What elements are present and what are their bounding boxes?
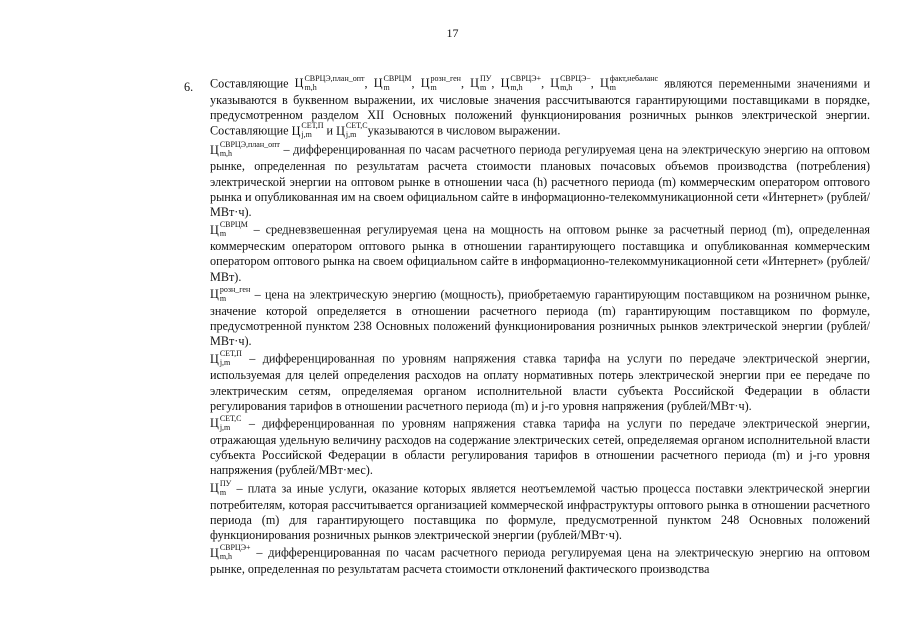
definition-text: – цена на электрическую энергию (мощность), приобретаемую гарантирующим поставщиком на розничном рынке, значение которой определяется в отношении расчетного периода (m) гарантирующим поставщиком по формуле, предусмотренной пунктом 238 Основных положений функционирования розничных рынков электрической энергии (рублей/МВт·ч).	[210, 287, 870, 349]
definition-symbol: Ц СВРЦЭ+ m,h	[210, 543, 251, 562]
symbol-svrce-minus: Ц СВРЦЭ− m,h	[550, 74, 591, 92]
page-number: 17	[446, 26, 459, 40]
symbol-rozn-gen: Ц розн_ген m	[420, 74, 461, 92]
definition-text: – дифференцированная по уровням напряжения ставка тарифа на услуги по передаче электрической энергии, используемая для целей определения расходов на оплату нормативных потерь электрической энергии при ее передаче по электрическим сетям, определяемая органом исполнительной власти субъекта Российской Федерации в области регулирования тарифов в отношении расчетного периода (m) и j-го уровня напряжения (рублей/МВт·ч).	[210, 351, 870, 413]
definition-svrce-plan-opt	[210, 142, 870, 220]
intro-text-end: указываются в числовом выражении.	[367, 123, 561, 138]
symbol-svrcm: Ц СВРЦМ m	[373, 74, 412, 92]
symbol-pu: Ц ПУ m	[470, 74, 492, 92]
definition-svrcm	[210, 222, 870, 285]
symbol-fakt-nebalans: Ц факт,небаланс m	[599, 74, 659, 92]
document-body	[210, 76, 870, 577]
definition-symbol: Ц ПУ m	[210, 478, 232, 497]
definition-rozn-gen	[210, 284, 870, 350]
definition-svrce-plus	[210, 545, 870, 577]
definition-symbol: Ц СВРЦЭ,план_опт m,h	[210, 140, 280, 159]
definition-text: – дифференцированная по часам расчетного периода регулируемая цена на электрическую энергию на оптовом рынке, определенная по результатам расчета стоимости плановых почасовых объемов производства (потребления) электрической энергии на оптовом рынке в отношении часа (h) расчетного периода (m) коммерческим оператором оптового рынка и опубликованная им на своем официальном сайте в информационно-телекоммуникационной сети «Интернет» (рублей/МВт·ч).	[210, 142, 870, 220]
definition-set-s	[210, 416, 870, 479]
definition-text: – средневзвешенная регулируемая цена на мощность на оптовом рынке за расчетный период (m), определенная коммерческим оператором оптового рынка в отношении гарантирующего поставщика и опубликованная коммерческим оператором оптового рынка на своем официальном сайте в информационно-телекоммуникационной сети «Интернет» (рублей/МВт).	[210, 222, 870, 284]
symbol-set-s: Ц СЕТ,С j,m	[336, 121, 368, 140]
definition-symbol: Ц СЕТ,С j,m	[210, 414, 242, 433]
intro-text-main: являются переменными значениями и указываются в буквенном выражении, их числовые значения рассчитываются гарантирующими поставщиками в порядке, предусмотренном разделом XII Основных положений функционирования розничных рынков электрической энергии. Составляющие	[210, 76, 871, 138]
item-number: 6.	[184, 80, 194, 94]
symbol-svrce-plan-opt: Ц СВРЦЭ,план_опт m,h	[294, 74, 365, 92]
definition-text: – дифференцированная по уровням напряжения ставка тарифа на услуги по передаче электрической энергии, отражающая удельную величину расходов на содержание электрических сетей, определяемая органом исполнительной власти субъекта Российской Федерации в области регулирования тарифов в отношении расчетного периода (m) и j-го уровня напряжения (рублей/МВт·мес).	[210, 416, 871, 478]
definition-symbol: Ц СЕТ,П j,m	[210, 349, 242, 368]
intro-paragraph: Составляющие Ц СВРЦЭ,план_опт m,h , Ц СВРЦМ m , Ц розн_ген m , Ц ПУ m , Ц СВРЦЭ+ m,h , Ц СВРЦЭ− m,h , Ц факт,небаланс m являются переменными значениями и указываются в буквенном выражении, их числовые значения рассчитываются гарантирующими поставщиками в порядке, предусмотренном разделом XII Основных положений функционирования розничных рынков электрической энергии. Составляющие Ц СЕТ,П j,m и Ц СЕТ,С j,m указываются в числовом выражении.	[210, 74, 871, 140]
definition-text: – дифференцированная по часам расчетного периода регулируемая цена на электрическую энергию на оптовом рынке, определенная по результатам расчета стоимости отклонений фактического производства	[210, 545, 870, 577]
symbol-svrce-plus: Ц СВРЦЭ+ m,h	[500, 74, 542, 92]
definition-set-p	[210, 351, 870, 414]
symbol-set-p: Ц СЕТ,П j,m	[291, 121, 324, 140]
definition-pu	[210, 478, 871, 544]
definition-text: – плата за иные услуги, оказание которых является неотъемлемой частью процесса поставки электрической энергии потребителям, которая рассчитывается организацией коммерческой инфраструктуры оптового рынка в отношении расчетного периода (m) для гарантирующего поставщика по формуле, предусмотренной пунктом 248 Основных положений функционирования розничных рынков электрической энергии (рублей/МВт·ч).	[210, 480, 871, 543]
definition-symbol: Ц розн_ген m	[210, 284, 251, 303]
definition-symbol: Ц СВРЦМ m	[210, 220, 248, 239]
intro-text-and: и	[326, 123, 334, 138]
intro-text-start: Составляющие	[210, 76, 289, 91]
